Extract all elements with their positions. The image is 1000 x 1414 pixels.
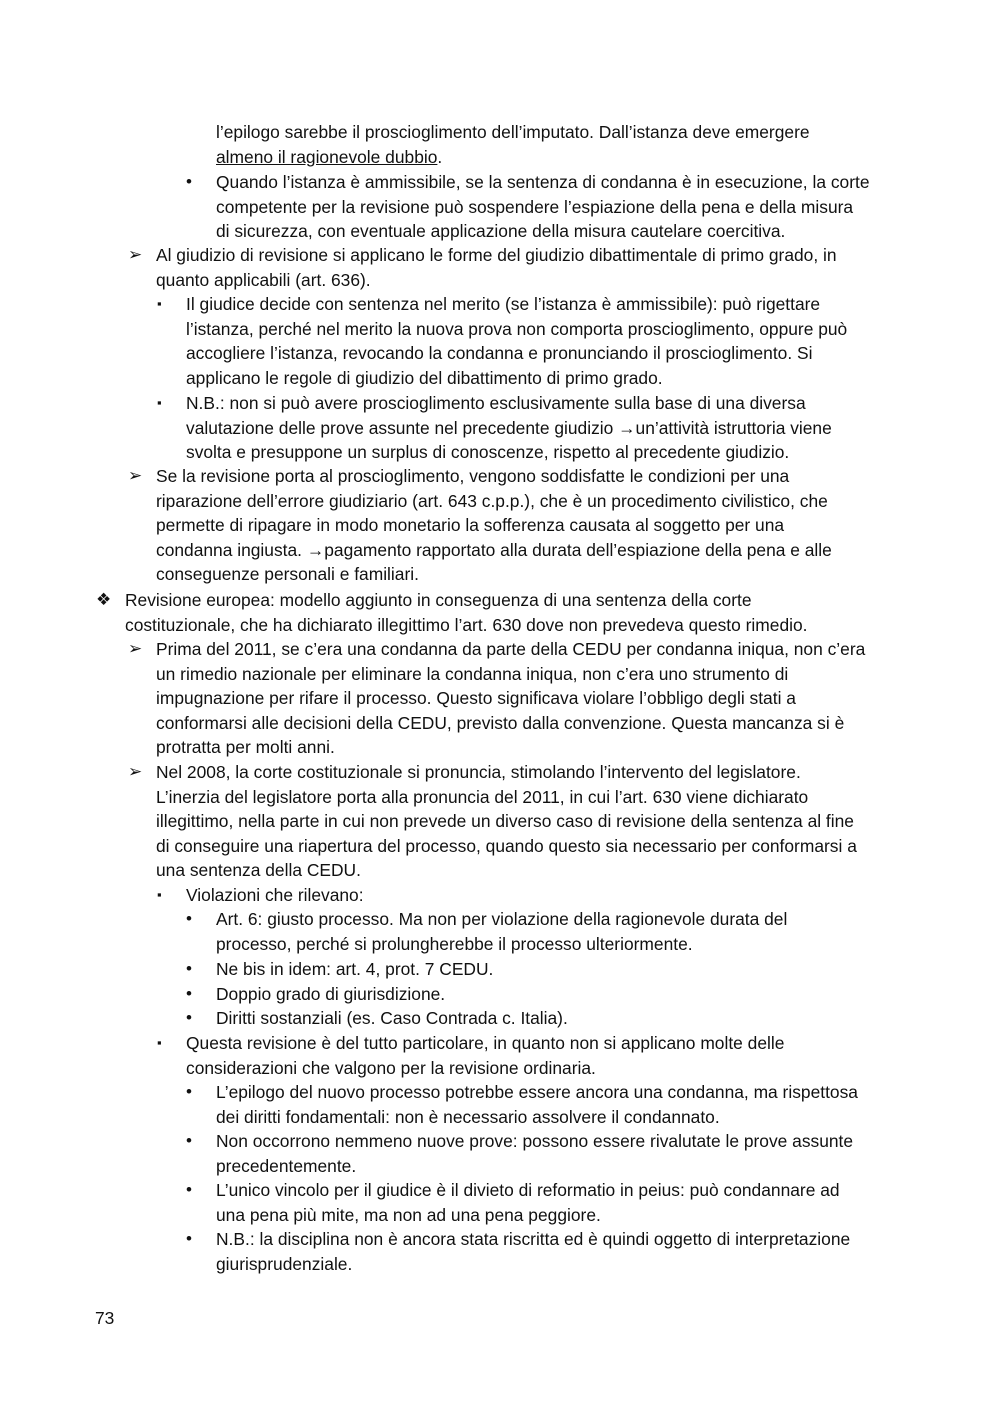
dot-bullet-icon: •: [186, 1082, 192, 1101]
arrow-bullet-icon: ➢: [128, 762, 143, 781]
text-line: Revisione europea: modello aggiunto in conseguenza di una sentenza della corte: [125, 590, 752, 610]
dot-bullet-icon: •: [186, 172, 192, 191]
text-line: Non occorrono nemmeno nuove prove: possono essere rivalutate le prove assunte: [216, 1131, 854, 1151]
dot-bullet-icon: •: [186, 909, 192, 928]
text-line: quanto applicabili (art. 636).: [156, 269, 371, 290]
text-line: Al giudizio di revisione si applicano le forme del giudizio dibattimentale di primo grado, in: [156, 245, 837, 265]
text-line: applicano le regole di giudizio del dibattimento di primo grado.: [186, 367, 663, 388]
text-line: svolta e presuppone un surplus di conoscenze, rispetto al precedente giudizio.: [186, 442, 790, 463]
square-bullet-icon: ▪: [157, 296, 162, 311]
text-line: N.B.: non si può avere proscioglimento esclusivamente sulla base di una diversa: [186, 393, 806, 413]
text-line: valutazione delle prove assunte nel precedente giudizio →un’attività istruttoria viene: [186, 417, 832, 438]
text-line: L’inerzia del legislatore porta alla pronuncia del 2011, in cui l’art. 630 viene dichiarato: [156, 786, 809, 807]
text-line: competente per la revisione può sospendere l’espiazione della pena e della misura: [216, 196, 854, 217]
text-line: L’epilogo del nuovo processo potrebbe essere ancora una condanna, ma rispettosa: [216, 1082, 858, 1102]
dot-bullet-icon: •: [186, 1131, 192, 1150]
text-line: Art. 6: giusto processo. Ma non per violazione della ragionevole durata del: [216, 909, 788, 929]
square-bullet-icon: ▪: [157, 887, 162, 902]
text-line: un rimedio nazionale per eliminare la condanna iniqua, non c’era uno strumento di: [156, 663, 789, 684]
text-line: Se la revisione porta al proscioglimento, vengono soddisfatte le condizioni per una: [156, 466, 790, 486]
arrow-bullet-icon: ➢: [128, 639, 143, 658]
text-line: N.B.: la disciplina non è ancora stata riscritta ed è quindi oggetto di interpretazione: [216, 1229, 851, 1249]
text-line: considerazioni che valgono per la revisione ordinaria.: [186, 1057, 596, 1078]
text-line: condanna ingiusta. →pagamento rapportato alla durata dell’espiazione della pena e alle: [156, 539, 832, 560]
text-line: processo, perché si prolungherebbe il processo ulteriormente.: [216, 933, 693, 954]
diamond-bullet-icon: ❖: [96, 590, 112, 609]
text-line: Quando l’istanza è ammissibile, se la sentenza di condanna è in esecuzione, la corte: [216, 172, 870, 192]
text-line: di sicurezza, con eventuale applicazione della misura cautelare coercitiva.: [216, 221, 786, 242]
text-line: di conseguire una riapertura del processo, quando questo sia necessario per conformarsi a: [156, 835, 857, 856]
text-line: conformarsi alle decisioni della CEDU, previsto dalla convenzione. Questa mancanza si è: [156, 712, 845, 733]
text-line: L’unico vincolo per il giudice è il divieto di reformatio in peius: può condannare ad: [216, 1180, 840, 1200]
text-line: Doppio grado di giurisdizione.: [216, 984, 446, 1004]
square-bullet-icon: ▪: [157, 395, 162, 410]
square-bullet-icon: ▪: [157, 1035, 162, 1050]
text-line: giurisprudenziale.: [216, 1253, 353, 1274]
text-line: conseguenze personali e familiari.: [156, 564, 419, 585]
text-line: permette di ripagare in modo monetario la sofferenza causata al soggetto per una: [156, 515, 785, 536]
text-line: Prima del 2011, se c’era una condanna da parte della CEDU per condanna iniqua, non c’era: [156, 639, 866, 659]
text-line: dei diritti fondamentali: non è necessario assolvere il condannato.: [216, 1106, 720, 1127]
underlined-text: almeno il ragionevole dubbio: [216, 147, 438, 167]
text-line: l’epilogo sarebbe il proscioglimento dell’imputato. Dall’istanza deve emergere: [216, 122, 810, 142]
text-line: Questa revisione è del tutto particolare, in quanto non si applicano molte delle: [186, 1033, 785, 1053]
dot-bullet-icon: •: [186, 1180, 192, 1199]
text-line: illegittimo, nella parte in cui non prevede un diverso caso di revisione della sentenza al fine: [156, 811, 854, 832]
text-line: Ne bis in idem: art. 4, prot. 7 CEDU.: [216, 959, 494, 979]
text-line: Nel 2008, la corte costituzionale si pronuncia, stimolando l’intervento del legislatore.: [156, 762, 801, 782]
dot-bullet-icon: •: [186, 959, 192, 978]
arrow-bullet-icon: ➢: [128, 245, 143, 264]
text-line: almeno il ragionevole dubbio.: [216, 147, 443, 167]
text-line: Diritti sostanziali (es. Caso Contrada c. Italia).: [216, 1008, 568, 1028]
text-line: l’istanza, perché nel merito la nuova prova non comporta proscioglimento, oppure può: [186, 318, 848, 339]
text-line: una pena più mite, ma non ad una pena peggiore.: [216, 1204, 601, 1225]
text-line: una sentenza della CEDU.: [156, 860, 361, 881]
arrow-bullet-icon: ➢: [128, 466, 143, 485]
text-line: protratta per molti anni.: [156, 737, 335, 758]
text-line: precedentemente.: [216, 1155, 357, 1176]
text-line: impugnazione per rifare il processo. Questo significava violare l’obbligo degli stati a: [156, 688, 796, 709]
text-line: riparazione dell’errore giudiziario (art. 643 c.p.p.), che è un procedimento civilistico, che: [156, 490, 828, 511]
text-line: Violazioni che rilevano:: [186, 885, 364, 905]
dot-bullet-icon: •: [186, 1008, 192, 1027]
text-line: accogliere l’istanza, revocando la condanna e pronunciando il proscioglimento. Si: [186, 343, 813, 364]
text-line: costituzionale, che ha dichiarato illegittimo l’art. 630 dove non prevedeva questo rimedio.: [125, 614, 808, 635]
dot-bullet-icon: •: [186, 984, 192, 1003]
dot-bullet-icon: •: [186, 1229, 192, 1248]
page-number: 73: [95, 1308, 115, 1328]
text-line: Il giudice decide con sentenza nel merito (se l’istanza è ammissibile): può rigettare: [186, 294, 821, 314]
